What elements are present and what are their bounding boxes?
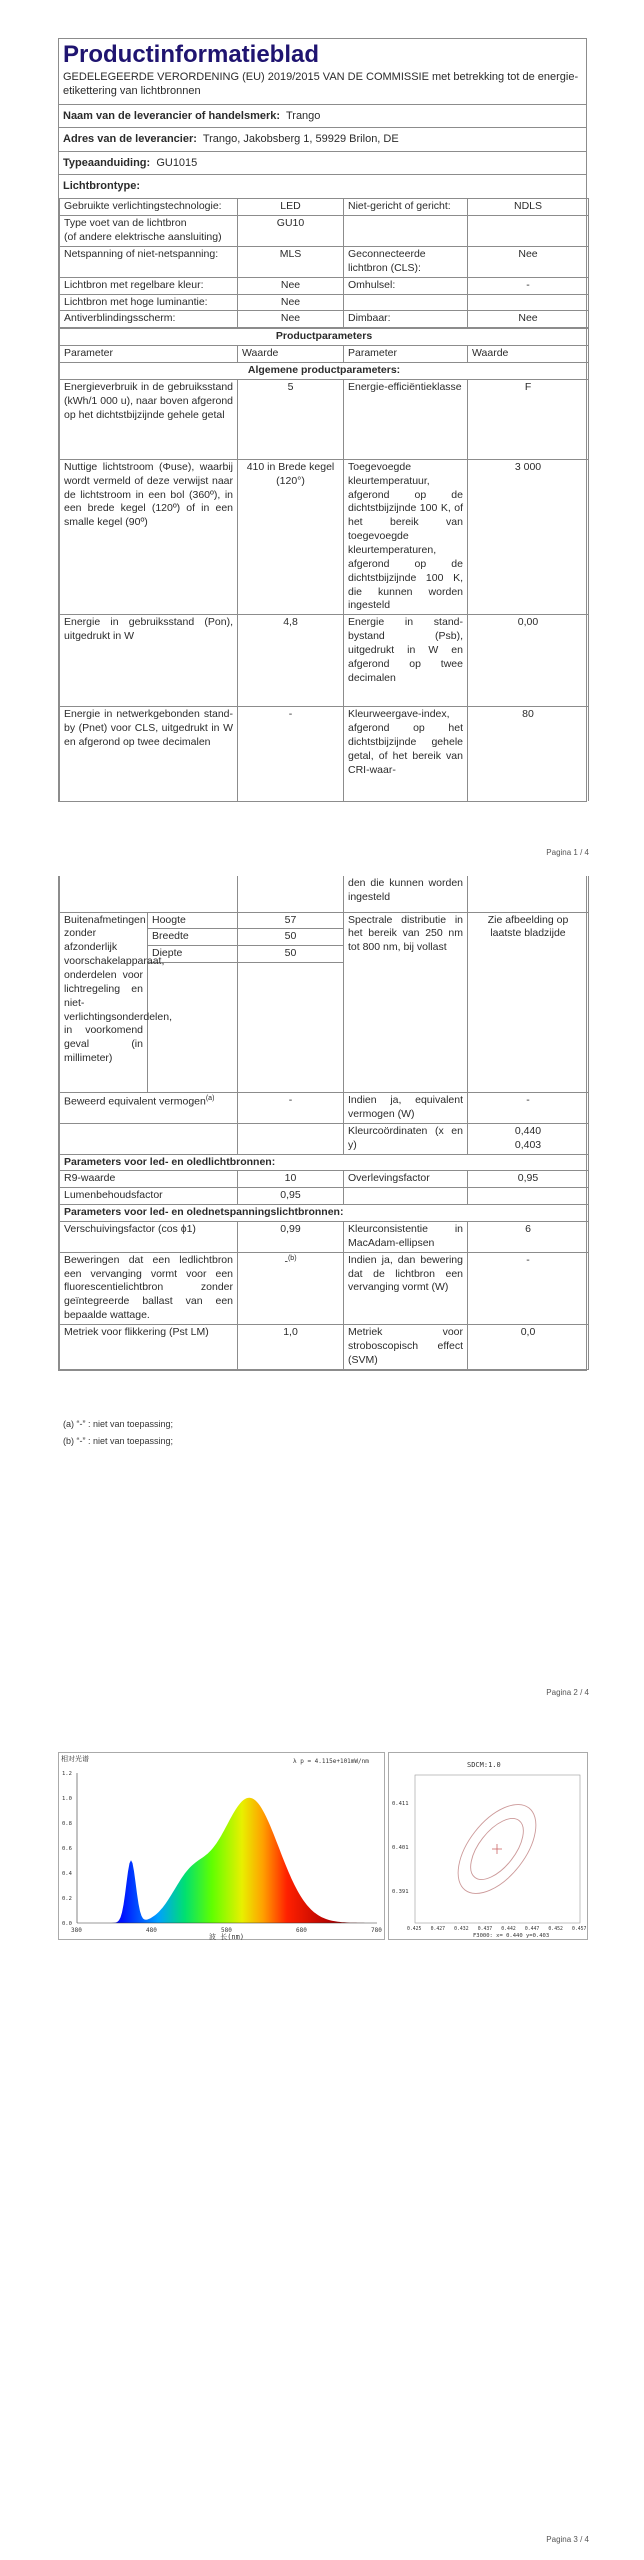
spectrum-x-tick: 680 bbox=[296, 1927, 307, 1934]
param-row bbox=[60, 379, 589, 459]
model-label: Typeaanduiding: bbox=[63, 156, 151, 169]
ellipse-x-tick: 0.427 bbox=[430, 1927, 446, 1932]
lightsource-label: Gebruikte verlichtingstechnologie: bbox=[60, 199, 238, 216]
col-param-header: Parameter bbox=[344, 346, 468, 363]
col-param-header: Parameter bbox=[60, 346, 238, 363]
col-value-header: Waarde bbox=[238, 346, 344, 363]
equiv-yes-label: Indien ja, equivalent vermogen (W) bbox=[344, 1093, 468, 1124]
lightsource-value: GU10 bbox=[238, 216, 344, 247]
lightsource-row bbox=[60, 294, 589, 311]
spectrum-annotation: λ p = 4.115e+101mW/nm bbox=[293, 1758, 369, 1765]
footnote-a: (a) “-” : niet van toepassing; bbox=[63, 1419, 174, 1429]
ellipse-x-tick: 0.452 bbox=[548, 1927, 563, 1932]
supplier-address-row bbox=[59, 128, 586, 152]
equiv-yes-value: - bbox=[468, 1093, 589, 1124]
lightsource-value: NDLS bbox=[468, 199, 589, 216]
color-coord-y: 0,403 bbox=[514, 1138, 542, 1151]
lightsource-label: Omhulsel: bbox=[344, 277, 468, 294]
parameters-table-p1 bbox=[59, 328, 589, 801]
ellipse-x-tick: 0.437 bbox=[477, 1927, 493, 1932]
spectrum-y-tick: 0.8 bbox=[62, 1821, 72, 1827]
spectrum-xlabel: 波 长(nm) bbox=[209, 1933, 245, 1941]
params-section-title: Productparameters bbox=[60, 329, 589, 346]
color-coord-label: Kleurcoördinaten (x en y) bbox=[344, 1123, 468, 1154]
model-row bbox=[59, 152, 586, 176]
mains-params-title: Parameters voor led- en olednetspanningslichtbronnen: bbox=[60, 1205, 589, 1222]
ellipse-x-tick: 0.447 bbox=[524, 1927, 540, 1932]
param-value: - bbox=[238, 707, 344, 801]
survival-value: 0,95 bbox=[468, 1171, 589, 1188]
param-value: 5 bbox=[238, 379, 344, 459]
r9-label: R9-waarde bbox=[60, 1171, 238, 1188]
lightsource-label bbox=[344, 216, 468, 247]
spectrum-curve bbox=[77, 1798, 377, 1923]
macadam-label: Kleurconsistentie in MacAdam-ellipsen bbox=[344, 1221, 468, 1252]
product-info-sheet-continued bbox=[58, 876, 587, 1371]
lightsource-value: Nee bbox=[238, 311, 344, 328]
spectrum-y-tick: 0.0 bbox=[62, 1921, 72, 1927]
param-row bbox=[60, 707, 589, 801]
lightsource-value bbox=[468, 216, 589, 247]
lumen-maint-value: 0,95 bbox=[238, 1188, 344, 1205]
page-3 bbox=[0, 1738, 644, 2560]
ellipse-footer: F3000: x= 0.440 y=0.403 bbox=[473, 1933, 550, 1939]
ellipse-x-tick: 0.425 bbox=[407, 1927, 422, 1932]
lightsource-row bbox=[60, 216, 589, 247]
cri-continuation: den die kunnen worden ingesteld bbox=[344, 876, 468, 912]
page-number: Pagina 2 / 4 bbox=[546, 1688, 589, 1697]
lightsource-label: Lichtbron met hoge luminantie: bbox=[60, 294, 238, 311]
supplier-address-value: Trango, Jakobsberg 1, 59929 Brilon, DE bbox=[202, 133, 399, 146]
lightsource-value: - bbox=[468, 277, 589, 294]
param-label: Energie in gebruiksstand (Pon), uitgedrukt in W bbox=[60, 615, 238, 707]
param-value: 80 bbox=[468, 707, 589, 801]
svm-label: Metriek voor stroboscopisch effect (SVM) bbox=[344, 1324, 468, 1369]
lightsource-value: Nee bbox=[468, 311, 589, 328]
page-2 bbox=[0, 868, 644, 1738]
spectrum-y-tick: 1.0 bbox=[62, 1796, 72, 1802]
macadam-ellipse-chart bbox=[388, 1752, 588, 1940]
ellipse-y-tick: 0.411 bbox=[392, 1801, 409, 1807]
fluorescent-claim-label: Beweringen dat een ledlichtbron een vervanging vormt voor een fluorescentielichtbron zonder geïntegreerde ballast van een bepaalde wattage. bbox=[60, 1252, 238, 1324]
lumen-maint-label: Lumenbehoudsfactor bbox=[60, 1188, 238, 1205]
lightsource-label: Type voet van de lichtbron (of andere elektrische aansluiting) bbox=[60, 216, 238, 247]
spectrum-x-tick: 580 bbox=[221, 1927, 232, 1934]
lightsource-row bbox=[60, 277, 589, 294]
ellipse-y-tick: 0.401 bbox=[392, 1845, 409, 1851]
dim-label-height: Hoogte bbox=[148, 912, 238, 929]
ellipse-svg bbox=[389, 1753, 589, 1941]
doc-title: Productinformatieblad bbox=[63, 41, 320, 68]
lightsource-row bbox=[60, 311, 589, 328]
spectrum-x-tick: 480 bbox=[146, 1927, 157, 1934]
lightsource-label: Geconnecteerde lichtbron (CLS): bbox=[344, 246, 468, 277]
spectral-distribution-chart bbox=[58, 1752, 385, 1940]
param-label: Nuttige lichtstroom (Φuse), waarbij wordt vermeld of deze verwijst naar de lichtstroom in een bol (360º), in een brede kegel (120º) of in een smalle kegel (90º) bbox=[60, 459, 238, 614]
footnotes bbox=[63, 1416, 173, 1450]
flicker-label: Metriek voor flikkering (Pst LM) bbox=[60, 1324, 238, 1369]
general-params-title: Algemene productparameters: bbox=[60, 362, 589, 379]
spectrum-y-tick: 0.6 bbox=[62, 1846, 72, 1852]
dim-value-depth: 50 bbox=[238, 946, 344, 963]
dim-label-depth: Diepte bbox=[148, 946, 238, 963]
svm-value: 0,0 bbox=[468, 1324, 589, 1369]
r9-value: 10 bbox=[238, 1171, 344, 1188]
model-value: GU1015 bbox=[156, 156, 198, 169]
param-row bbox=[60, 459, 589, 614]
param-value: 4,8 bbox=[238, 615, 344, 707]
lightsource-type-row bbox=[59, 175, 586, 198]
param-value: 410 in Brede kegel (120°) bbox=[238, 459, 344, 614]
lightsource-label bbox=[344, 294, 468, 311]
color-coord-value bbox=[468, 1123, 589, 1154]
spectrum-ylabel: 相对光谱 bbox=[61, 1755, 89, 1763]
supplier-name-row bbox=[59, 105, 586, 129]
col-value-header: Waarde bbox=[468, 346, 589, 363]
supplier-name-value: Trango bbox=[285, 109, 321, 122]
dim-value-height: 57 bbox=[238, 912, 344, 929]
param-value: 3 000 bbox=[468, 459, 589, 614]
param-label: Kleurweergave-index, afgerond op het dichtstbijzijnde gehele getal, of het bereik van CRI-waar- bbox=[344, 707, 468, 801]
param-value: F bbox=[468, 379, 589, 459]
param-value: 0,00 bbox=[468, 615, 589, 707]
lightsource-table bbox=[59, 198, 589, 328]
supplier-name-label: Naam van de leverancier of handelsmerk: bbox=[63, 109, 281, 122]
lightsource-label: Antiverblindingsscherm: bbox=[60, 311, 238, 328]
lightsource-row bbox=[60, 199, 589, 216]
cos-phi-label: Verschuivingsfactor (cos ϕ1) bbox=[60, 1221, 238, 1252]
param-label: Energie in stand-bystand (Psb), uitgedrukt in W en afgerond op twee decimalen bbox=[344, 615, 468, 707]
page-1 bbox=[0, 0, 644, 868]
ellipse-title: SDCM:1.0 bbox=[467, 1761, 501, 1769]
spectrum-y-tick: 0.2 bbox=[62, 1896, 72, 1902]
supplier-address-label: Adres van de leverancier: bbox=[63, 133, 197, 146]
dim-label-width: Breedte bbox=[148, 929, 238, 946]
page-number: Pagina 1 / 4 bbox=[546, 848, 589, 857]
led-params-title: Parameters voor led- en oledlichtbronnen: bbox=[60, 1154, 589, 1171]
spectrum-x-tick: 780 bbox=[371, 1927, 382, 1934]
ellipse-y-tick: 0.391 bbox=[392, 1889, 409, 1895]
spectral-value: Zie afbeelding op laatste bladzijde bbox=[468, 912, 589, 1093]
spectrum-x-tick: 380 bbox=[71, 1927, 82, 1934]
lightsource-value: MLS bbox=[238, 246, 344, 277]
param-label: Energieverbruik in de gebruiksstand (kWh/1 000 u), naar boven afgerond op het dichtstbijzijnde gehele getal bbox=[60, 379, 238, 459]
page-number: Pagina 3 / 4 bbox=[546, 2535, 589, 2544]
spectrum-y-tick: 1.2 bbox=[62, 1771, 72, 1777]
param-row bbox=[60, 615, 589, 707]
cos-phi-value: 0,99 bbox=[238, 1221, 344, 1252]
spectrum-svg bbox=[59, 1753, 386, 1941]
ellipse-x-tick: 0.457 bbox=[572, 1927, 587, 1932]
color-coord-x: 0,440 bbox=[514, 1124, 542, 1137]
lightsource-value: Nee bbox=[238, 277, 344, 294]
lightsource-label: Dimbaar: bbox=[344, 311, 468, 328]
lightsource-label: Netspanning of niet-netspanning: bbox=[60, 246, 238, 277]
lightsource-value: LED bbox=[238, 199, 344, 216]
fluorescent-claim-yes-label: Indien ja, dan bewering dat de lichtbron een vervanging vormt (W) bbox=[344, 1252, 468, 1324]
spectrum-y-tick: 0.4 bbox=[62, 1871, 72, 1877]
ellipse-x-tick: 0.442 bbox=[501, 1927, 516, 1932]
survival-label: Overlevingsfactor bbox=[344, 1171, 468, 1188]
dim-value-width: 50 bbox=[238, 929, 344, 946]
product-info-sheet bbox=[58, 38, 587, 802]
lightsource-label: Niet-gericht of gericht: bbox=[344, 199, 468, 216]
macadam-value: 6 bbox=[468, 1221, 589, 1252]
param-label: Energie in netwerkgebonden stand-by (Pnet) voor CLS, uitgedrukt in W en afgerond op twee decimalen bbox=[60, 707, 238, 801]
doc-subtitle: GEDELEGEERDE VERORDENING (EU) 2019/2015 VAN DE COMMISSIE met betrekking tot de energie-etikettering van lichtbronnen bbox=[59, 70, 586, 105]
lightsource-label: Lichtbron met regelbare kleur: bbox=[60, 277, 238, 294]
outer-dimensions-label: Buitenafmetingen zonder afzonderlijk voorschakelapparaat, onderdelen voor lichtregeling en niet-verlichtingsonderdelen, in voorkomend geval (in millimeter) bbox=[60, 912, 148, 1093]
ellipse-x-tick: 0.432 bbox=[454, 1927, 469, 1932]
lightsource-type-label: Lichtbrontype: bbox=[63, 180, 140, 193]
equiv-power-label: Beweerd equivalent vermogen$^{(a)}$ bbox=[60, 1093, 238, 1124]
fluorescent-claim-yes-value: - bbox=[468, 1252, 589, 1324]
flicker-value: 1,0 bbox=[238, 1324, 344, 1369]
equiv-power-value: - bbox=[238, 1093, 344, 1124]
lightsource-value bbox=[468, 294, 589, 311]
spectral-label: Spectrale distributie in het bereik van 250 nm tot 800 nm, bij vollast bbox=[344, 912, 468, 1093]
footnote-b: (b) “-” : niet van toepassing; bbox=[63, 1436, 174, 1447]
fluorescent-claim-value: -$^{(b)}$ bbox=[238, 1252, 344, 1324]
lightsource-row bbox=[60, 246, 589, 277]
lightsource-value: Nee bbox=[468, 246, 589, 277]
param-label: Energie-efficiëntieklasse bbox=[344, 379, 468, 459]
param-label: Toegevoegde kleurtemperatuur, afgerond op de dichtstbijzijnde 100 K, of het bereik van toegevoegde kleurtemperaturen, afgerond op de dichtstbijzijnde 100 K, die kunnen worden ingesteld bbox=[344, 459, 468, 614]
parameters-table-p2 bbox=[59, 876, 589, 1370]
lightsource-value: Nee bbox=[238, 294, 344, 311]
ellipse-axis-ticks bbox=[392, 1801, 587, 1932]
